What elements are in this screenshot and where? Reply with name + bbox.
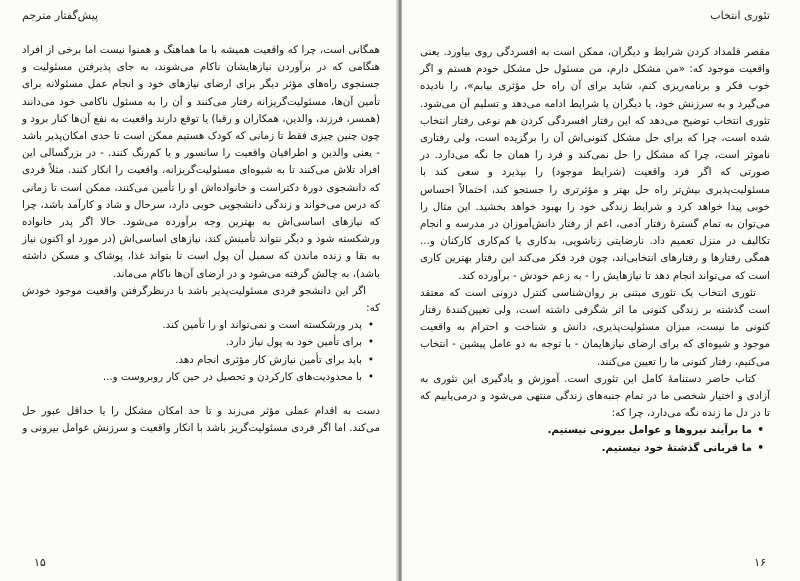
left-bullet-list bbox=[22, 317, 380, 386]
left-bullet-item: • پدر ورشکسته است و نمی‌تواند او را تأمین کند. bbox=[22, 317, 362, 334]
left-page-body bbox=[22, 42, 380, 437]
page-number-left: ۱۵ bbox=[34, 556, 46, 569]
right-bullet-list bbox=[420, 422, 770, 456]
left-paragraph-3: دست به اقدام عملی مؤثر می‌زند و تا حد امکان مشکل را یا حداقل عبور حل می‌کند. اما اگر فردی مسئولیت‌گریز باشد با انکار واقعیت و سرزنش عوامل بیرونی و bbox=[22, 405, 380, 435]
left-bullet-item: • باید برای تأمین نیازش کار مؤثری انجام دهد. bbox=[22, 352, 362, 369]
right-bullet-item: • ما قربانی گذشتۀ خود نیستیم. bbox=[420, 440, 752, 457]
left-page bbox=[0, 0, 398, 581]
left-bullet-item: • با محدودیت‌های کارکردن و تحصیل در حین کار روبروست و... bbox=[22, 369, 362, 386]
right-page-body bbox=[420, 44, 770, 457]
running-head-left bbox=[22, 8, 380, 24]
right-paragraph-2: تئوری انتخاب یک تئوری مبتنی بر روان‌شناسی کنترل درونی است که معتقد است گذشته بر زندگی کنونی ما اثر شگرفی داشته است، ولی تعیین‌کنندۀ رفتار کنونی ما نیست، میزان مسئولیت‌پذیری، دانش و شناخت و احترام به واقعیت موجود و شیوه‌ای که برای ارضای نیازهایمان - با توجه به دو عامل پیشین - انتخاب می‌کنیم، رفتار کنونی ما را تعیین می‌کنند. bbox=[420, 286, 770, 368]
left-bullet-item: • برای تأمین خود به پول نیاز دارد. bbox=[22, 334, 362, 351]
running-head-right: تئوری انتخاب bbox=[710, 9, 770, 22]
running-head-left-text: پیش‌گفتار مترجم bbox=[22, 9, 99, 22]
paragraph-gap bbox=[22, 386, 380, 403]
left-paragraph-1: همگانی است، چرا که واقعیت همیشه با ما هماهنگ و همنوا نیست اما برخی از افراد هنگامی که در برآوردن نیازهایشان ناکام می‌شوند، به جای پذیرفتن مسئولیت و جستجوی راه‌های مؤثر دیگر برای ارضای نیازهای خود و انجام عمل مسئولانه برای تأمین آن‌ها، مسئولیت‌گریزانه رفتار می‌کنند و آن را به مسئول ناکامی خود می‌دانند (همسر، فرزند، والدین، همکاران و رقبا) یا توقع دارند واقعیت به نفع آن‌ها کنار برود و چون چنین چیزی فقط تا زمانی که کودک هستیم ممکن است تا حدی امکان‌پذیر باشد - یعنی والدین و اطرافیان واقعیت را سانسور و یا کم‌رنگ کنند. - در بزرگسالی این افراد تلاش می‌کنند تا به شیوه‌ای مسئولیت‌گریزانه، واقعیت را انکار کنند. مثلاً فردی که دانشجوی دورۀ دکتراست و خانواده‌اش او را تأمین می‌کنند، ممکن است تا زمانی که درس می‌خواند و زندگی دانشجویی خوبی دارد، سرحال و شاد و کارآمد باشد، چرا که نیازهای اساسی‌اش به بهترین وجه برآورده می‌شود. حالا اگر پدر خانواده ورشکسته شود و دیگر نتواند تأمینش کند، نیازهای اساسی‌اش (در مورد او اکنون نیاز به بقا و زنده ماندن که سمبل آن پول است تا بتواند غذا، پوشاک و مسکن داشته باشد)، به چالش گرفته می‌شود و در ارضای آن‌ها ناکام می‌ماند. bbox=[22, 44, 380, 280]
right-paragraph-1: مقصر قلمداد کردن شرایط و دیگران، ممکن است به افسردگی روی بیاورد. یعنی واقعیت موجود که: «من مشکل دارم، من مسئول حل مشکل خودم هستم و اگر خوب فکر و برنامه‌ریزی کنم، شاید برای آن راه حل مؤثری بیابم»، را نادیده می‌گیرد و به سرزنش خود، یا دیگران یا شرایط ادامه می‌دهد و تسلیم آن می‌شود. تئوری انتخاب توضیح می‌دهد که این رفتار افسردگی کردن هم نوعی رفتار انتخاب شده است، چرا که برای حل مشکل کنونی‌اش آن را برگزیده است، ولی رفتاری ناموثر است، چرا که مشکل را حل نمی‌کند و فرد را همان جا نگه می‌دارد. در صورتی که اگر فرد واقعیت (شرایط موجود) را بپذیرد و سعی کند با مسئولیت‌پذیری بیش‌تر راه حل بهتر و مؤثرتری را جستجو کند، احتمالاً احساس خوبی پیدا خواهد کرد و شرایط زندگی خود را بهبود خواهد بخشید. این مثال را می‌توان به تمام گسترۀ رفتار آدمی، اعم از رفتار دانش‌آموزان در مدرسه و انجام تکالیف در منزل تعمیم داد. نارضایتی زناشویی، بدکاری یا کم‌کاری کارکنان و... همگی رفتارها و رفتارهای انتخابی‌اند، چون فرد فکر می‌کند این رفتار بهترین کاری است که می‌تواند انجام دهد تا نیازهایش را - به زعم خودش - برآورده کند. bbox=[420, 46, 770, 282]
page-number-right: ۱۶ bbox=[754, 556, 766, 569]
right-page bbox=[402, 0, 800, 581]
right-bullet-item: • ما برآیند نیروها و عوامل بیرونی نیستیم. bbox=[420, 422, 752, 439]
right-paragraph-3: کتاب حاضر دستنامۀ کامل این تئوری است. آموزش و یادگیری این تئوری به آزادی و اختیار شخصی ما در تمام جنبه‌های زندگی منتهی می‌شود و درمی‌یابیم که تا در دل ما زنده نگه می‌دارد، چرا که: bbox=[420, 372, 770, 420]
left-paragraph-2: اگر این دانشجو فردی مسئولیت‌پذیر باشد با درنظرگرفتن واقعیت موجود خودش که: bbox=[22, 284, 380, 315]
